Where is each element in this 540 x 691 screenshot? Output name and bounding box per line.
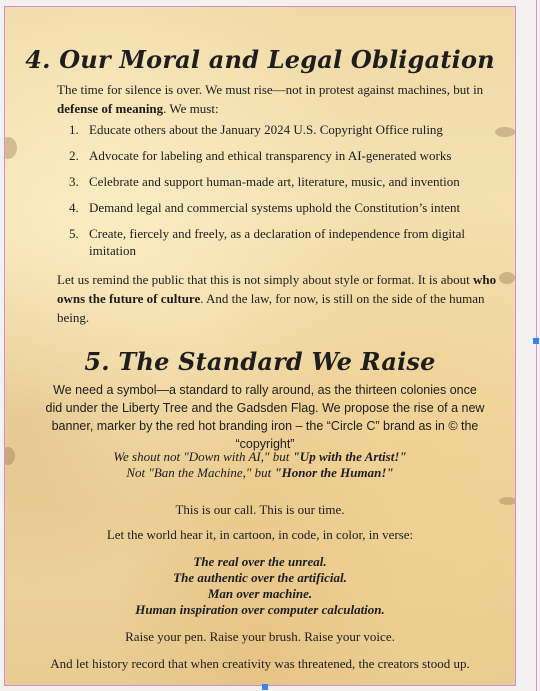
slogan-line [5,464,515,481]
list-item [57,121,487,138]
list-number: 1. [69,122,79,137]
reminder-paragraph [57,270,502,327]
slogan-text: We shout not "Down with AI," but [113,449,293,464]
list-number: 2. [69,148,79,163]
intro-emphasis: defense of meaning [57,101,164,116]
verse-line: The authentic over the artificial. [173,570,347,585]
list-text: Demand legal and commercial systems uphold the Constitution’s intent [89,200,461,215]
intro-paragraph [57,80,502,118]
verse-line: Man over machine. [207,586,313,601]
section-4-title: 4. Our Moral and Legal Obligation [25,45,495,74]
reminder-text-end: . And the law, for now, is still on the side of the human being. [57,291,485,325]
section-5-title: 5. The Standard We Raise [84,347,436,376]
document-page [4,6,516,686]
slogan-emphasis: "Honor the Human!" [274,465,394,480]
obligation-list [57,121,487,268]
slogan-line [5,448,515,465]
slogan-text: Not "Ban the Machine," but [126,465,275,480]
list-text: Educate others about the January 2024 U.S. Copyright Office ruling [89,122,443,137]
slogan-emphasis: "Up with the Artist!" [292,449,407,464]
symbol-paragraph: We need a symbol—a standard to rally around, as the thirteen colonies once did under the Liberty Tree and the Gadsden Flag. We propose the rise of a new banner, marker by the red hot branding iron – the “Circle C” brand as in © the “copyright” [45,383,485,451]
list-item [57,173,487,190]
list-number: 4. [69,200,79,215]
reminder-text: Let us remind the public that this is not simply about style or format. It is about [57,272,473,287]
call-line: This is our call. This is our time. [175,502,345,517]
paper-stain [4,137,17,159]
reminder-emphasis: who owns the future of culture [57,272,497,306]
list-item [57,199,487,216]
page-guide-line [536,0,537,691]
verse-line: The real over the unreal. [193,554,327,569]
intro-text-end: . We must: [163,101,219,116]
history-line: And let history record that when creativity was threatened, the creators stood up. [50,656,470,671]
list-text: Create, fiercely and freely, as a declaration of independence from digital imitation [89,226,465,258]
raise-line: Raise your pen. Raise your brush. Raise your voice. [125,629,395,644]
intro-text: The time for silence is over. We must rise—not in protest against machines, but in [57,82,484,97]
list-item [57,147,487,164]
resize-handle-right[interactable] [533,338,539,344]
list-number: 3. [69,174,79,189]
list-item [57,225,487,259]
list-text: Advocate for labeling and ethical transparency in AI-generated works [89,148,452,163]
paper-stain [495,127,515,137]
list-text: Celebrate and support human-made art, literature, music, and invention [89,174,460,189]
world-line: Let the world hear it, in cartoon, in code, in color, in verse: [106,527,414,542]
verse-line: Human inspiration over computer calculation. [135,602,385,617]
list-number: 5. [69,226,79,241]
resize-handle-bottom[interactable] [262,684,268,690]
